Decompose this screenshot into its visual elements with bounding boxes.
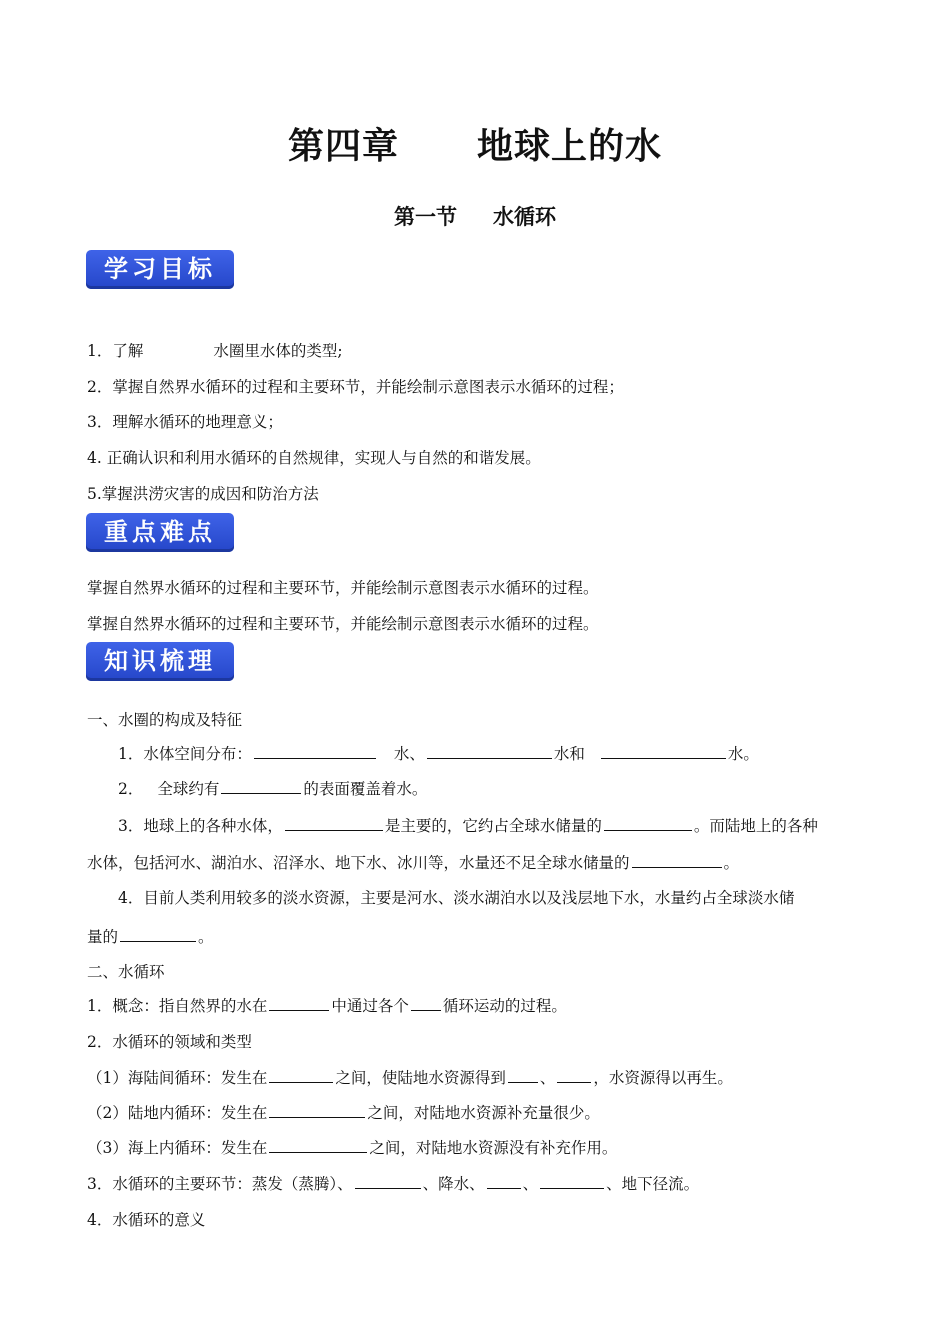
chapter-title <box>0 118 950 169</box>
blank-field[interactable] <box>269 1067 333 1083</box>
section-title <box>0 201 950 231</box>
blank-field[interactable] <box>254 743 376 759</box>
objective-3: 3．理解水循环的地理意义； <box>87 413 283 431</box>
blank-field[interactable] <box>427 743 552 759</box>
blank-field[interactable] <box>487 1173 521 1189</box>
concept-3: 3．水循环的主要环节：蒸发（蒸腾）、 、降水、 、 、地下径流。 <box>87 1175 700 1193</box>
blank-field[interactable] <box>285 815 383 831</box>
blank-field[interactable] <box>269 1102 365 1118</box>
cycle-type-3: （3）海上内循环：发生在 之间，对陆地水资源没有补充作用。 <box>87 1139 618 1157</box>
blank-field[interactable] <box>269 995 329 1011</box>
objective-1: 1．了解 水圈里水体的类型; <box>87 342 343 360</box>
blank-field[interactable] <box>540 1173 604 1189</box>
cycle-type-1: （1）海陆间循环：发生在 之间，使陆地水资源得到 、 ，水资源得以再生。 <box>87 1069 733 1087</box>
blank-field[interactable] <box>557 1067 591 1083</box>
section-name: 水循环 <box>493 204 556 229</box>
blank-field[interactable] <box>355 1173 421 1189</box>
objective-5: 5.掌握洪涝灾害的成因和防治方法 <box>87 485 319 503</box>
blank-field[interactable] <box>508 1067 538 1083</box>
objective-2: 2．掌握自然界水循环的过程和主要环节，并能绘制示意图表示水循环的过程； <box>87 378 624 396</box>
blank-field[interactable] <box>120 926 196 942</box>
question-1: 1．水体空间分布： 水、 水和 水。 <box>118 745 759 763</box>
key-point-1: 掌握自然界水循环的过程和主要环节，并能绘制示意图表示水循环的过程。 <box>87 579 599 597</box>
question-2: 2． 全球约有 的表面覆盖着水。 <box>118 780 428 798</box>
learning-objectives-badge: 学习目标 <box>86 250 234 289</box>
chapter-name: 地球上的水 <box>477 125 663 167</box>
blank-field[interactable] <box>604 815 692 831</box>
key-point-2: 掌握自然界水循环的过程和主要环节，并能绘制示意图表示水循环的过程。 <box>87 615 599 633</box>
blank-field[interactable] <box>632 852 722 868</box>
section-number: 第一节 <box>394 204 457 229</box>
key-points-badge: 重点难点 <box>86 513 234 552</box>
knowledge-review-badge: 知识梳理 <box>86 642 234 681</box>
question-3-continued: 水体，包括河水、湖泊水、沼泽水、地下水、冰川等，水量还不足全球水储量的 。 <box>87 854 740 872</box>
concept-4: 4．水循环的意义 <box>87 1211 206 1229</box>
section-heading-hydrosphere: 一、水圈的构成及特征 <box>87 711 243 729</box>
section-heading-water-cycle: 二、水循环 <box>87 963 165 981</box>
blank-field[interactable] <box>601 743 726 759</box>
question-4-continued: 量的 。 <box>87 928 214 946</box>
chapter-number: 第四章 <box>287 125 399 167</box>
cycle-type-2: （2）陆地内循环：发生在 之间，对陆地水资源补充量很少。 <box>87 1104 600 1122</box>
concept-2: 2．水循环的领域和类型 <box>87 1033 252 1051</box>
objective-4: 4. 正确认识和利用水循环的自然规律，实现人与自然的和谐发展。 <box>87 449 541 467</box>
question-4: 4．目前人类利用较多的淡水资源，主要是河水、淡水湖泊水以及浅层地下水，水量约占全球淡水储 <box>118 889 795 907</box>
concept-1: 1．概念：指自然界的水在 中通过各个 循环运动的过程。 <box>87 997 567 1015</box>
blank-field[interactable] <box>411 995 441 1011</box>
blank-field[interactable] <box>221 778 301 794</box>
blank-field[interactable] <box>269 1137 367 1153</box>
question-3: 3．地球上的各种水体， 是主要的，它约占全球水储量的 。而陆地上的各种 <box>118 817 818 835</box>
